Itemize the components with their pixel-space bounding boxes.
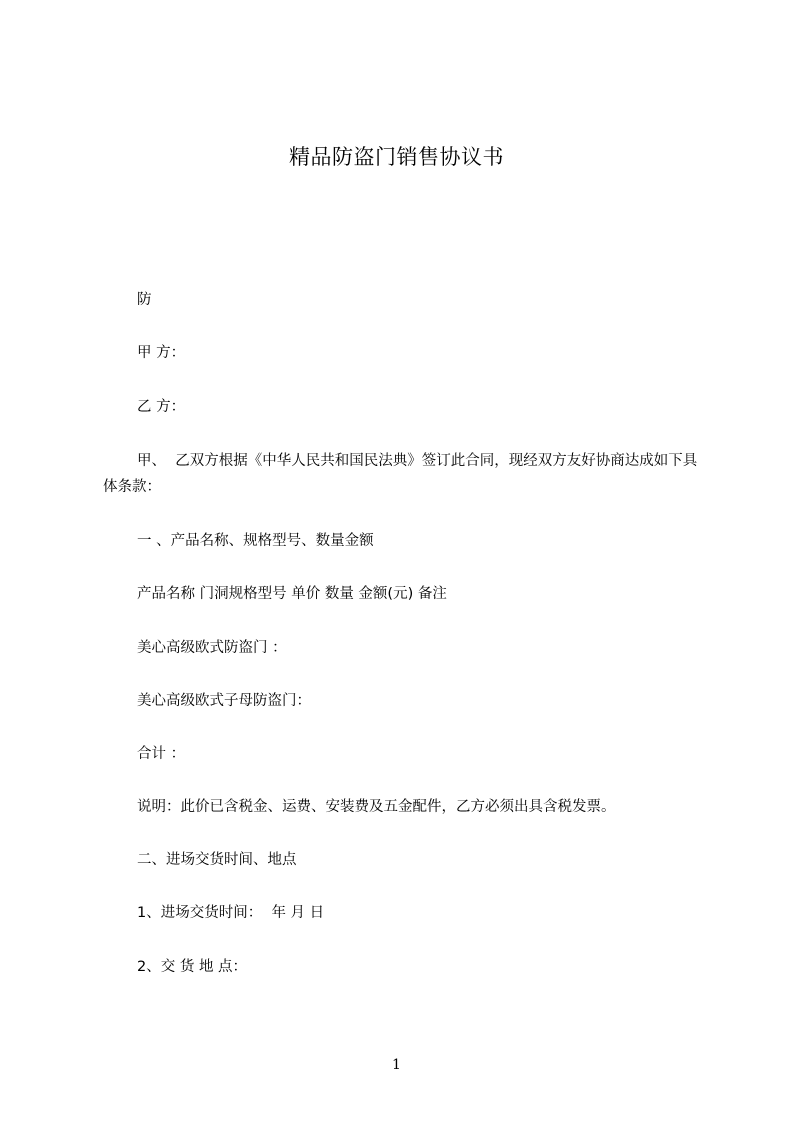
delivery-time-line: 1、进场交货时间： 年 月 日 [137, 905, 325, 921]
page-number: 1 [392, 1057, 401, 1073]
section-2-heading: 二、进场交货时间、地点 [137, 852, 297, 868]
product-table-header: 产品名称 门洞规格型号 单价 数量 金额(元) 备注 [137, 586, 447, 602]
party-b-label: 乙 方： [137, 399, 186, 415]
line-fang: 防 [137, 292, 152, 308]
section-1-heading: 一 、产品名称、规格型号、数量金额 [137, 533, 374, 549]
document-title: 精品防盗门销售协议书 [289, 145, 504, 169]
product-row-2: 美心高级欧式子母防盗门： [137, 693, 311, 709]
price-note: 说明：此价已含税金、运费、安装费及五金配件，乙方必须出具含税发票。 [137, 799, 616, 815]
total-line: 合计 ： [137, 746, 186, 762]
intro-paragraph: 甲、 乙双方根据《中华人民共和国民法典》签订此合同，现经双方友好协商达成如下具体条款： [103, 453, 698, 495]
party-a-label: 甲 方： [137, 345, 186, 361]
product-row-1: 美心高级欧式防盗门 ： [137, 640, 287, 656]
delivery-place-line: 2、交 货 地 点： [137, 959, 248, 975]
